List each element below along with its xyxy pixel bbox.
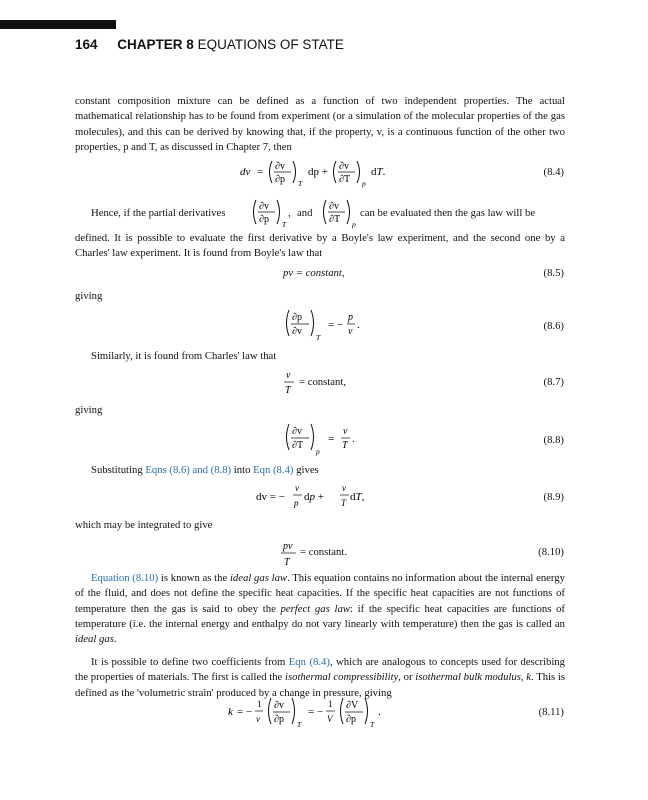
eq-number-8-8: (8.8) <box>543 434 564 446</box>
giving-2: giving <box>75 404 103 416</box>
svg-text:.: . <box>352 433 355 445</box>
partial-dv-dp <box>250 197 290 233</box>
eqn-8-4-link[interactable]: Eqn (8.4) <box>253 464 294 476</box>
svg-text:T: T <box>341 498 347 508</box>
svg-text:p: p <box>316 447 320 456</box>
equation-8-7-rhs: = constant, <box>299 376 346 388</box>
paragraph-4: It is possible to define two coefficients from Eqn (8.4), which are analogous to concepts used for describing the properties of materials. The first is called the isothermal compressibility, or isothermal bulk modulus, k. This is defined as the 'volumetric strain' produced by a change in pressure, giving <box>75 656 565 699</box>
equation-8-10-rhs: = constant. <box>300 546 347 558</box>
eqn-8-4-link-2[interactable]: Eqn (8.4) <box>288 656 330 668</box>
svg-text:∂T: ∂T <box>292 440 304 451</box>
svg-text:v: v <box>348 326 353 337</box>
svg-text:T: T <box>370 720 375 729</box>
svg-text:.: . <box>378 706 381 718</box>
partial-dv-dT <box>320 197 360 233</box>
svg-text:p: p <box>352 220 356 229</box>
svg-text:∂v: ∂v <box>274 700 284 711</box>
eq-number-8-9: (8.9) <box>543 491 564 503</box>
chapter-title: EQUATIONS OF STATE <box>197 37 344 52</box>
svg-text:.: . <box>357 319 360 331</box>
svg-text:= −: = − <box>237 706 253 718</box>
svg-text:V: V <box>327 714 333 724</box>
giving-1: giving <box>75 290 103 302</box>
svg-text:v: v <box>343 426 348 437</box>
svg-text:dT,: dT, <box>350 491 365 503</box>
svg-text:p: p <box>294 498 299 508</box>
svg-text:=: = <box>257 166 264 178</box>
paragraph-2-end: can be evaluated then the gas law will be <box>360 207 536 219</box>
svg-text:∂V: ∂V <box>346 700 359 711</box>
svg-text:T: T <box>316 333 321 342</box>
equation-8-9 <box>256 482 366 516</box>
paragraph-2-rest: defined. It is possible to evaluate the first derivative by a Boyle's law experiment, and the second one by a Charles' law experiment. It is found from Boyle's law that <box>75 232 565 260</box>
eq-number-8-5: (8.5) <box>543 267 564 279</box>
svg-text:=: = <box>328 433 335 445</box>
svg-text:dT.: dT. <box>371 166 386 178</box>
equation-8-10-link[interactable]: Equation (8.10) <box>91 572 159 584</box>
eq-number-8-6: (8.6) <box>543 320 564 332</box>
paragraph-2-start: Hence, if the partial derivatives <box>91 207 226 219</box>
equation-8-8 <box>283 420 363 460</box>
paragraph-3: Equation (8.10) is known as the ideal gas law. This equation contains no information about the internal energy of the fluid, and does not define the specific heat capacities. If the specific heat capacities are not functions of temperature then the gas is said to obey the perfect gas law: if the specific heat capacities are functions of temperature (i.e. the internal energy and enthalpy do not vary linearly with temperature) then the gas is called an ideal gas. <box>75 572 565 646</box>
svg-text:∂p: ∂p <box>275 174 285 185</box>
svg-text:∂p: ∂p <box>292 312 302 323</box>
substituting-line: Substituting Eqns (8.6) and (8.8) into Eqn (8.4) gives <box>91 464 319 476</box>
page-header <box>75 37 344 52</box>
svg-text:T: T <box>298 179 303 188</box>
svg-text:T: T <box>284 557 290 568</box>
equation-8-5: pv = constant, <box>283 267 345 279</box>
svg-text:v: v <box>256 714 260 724</box>
svg-text:pv: pv <box>283 541 293 552</box>
svg-text:1: 1 <box>328 699 333 709</box>
paragraph-2-and: and <box>297 207 313 219</box>
chapter-label: CHAPTER 8 <box>117 37 194 52</box>
svg-text:p: p <box>362 179 366 188</box>
svg-text:= −: = − <box>328 319 344 331</box>
equation-8-11 <box>228 695 398 735</box>
svg-text:∂p: ∂p <box>346 714 356 725</box>
svg-text:∂v: ∂v <box>329 201 339 212</box>
equation-8-6 <box>283 306 363 346</box>
svg-text:dv = −: dv = − <box>256 491 285 503</box>
page-number: 164 <box>75 37 98 52</box>
svg-text:T: T <box>282 220 287 229</box>
svg-text:∂v: ∂v <box>292 326 302 337</box>
eq-number-8-10: (8.10) <box>538 546 564 558</box>
svg-text:T: T <box>285 385 291 396</box>
eqns-8-6-8-8-link[interactable]: Eqns (8.6) and (8.8) <box>145 464 232 476</box>
svg-text:∂p: ∂p <box>259 214 269 225</box>
paragraph-1: constant composition mixture can be defined as a function of two independent properties. The actual mathematical relationship has to be found from experiment (or a simulation of the molecular properties of the gas molecules), and this can be derived by knowing that, if the property, v, is a continuous function of the other two properties, p and T, as discussed in Chapter 7, then <box>75 95 565 153</box>
svg-text:p: p <box>348 312 353 323</box>
svg-text:k: k <box>228 706 233 718</box>
svg-text:T: T <box>342 440 348 451</box>
svg-text:∂T: ∂T <box>339 174 351 185</box>
svg-text:v: v <box>286 370 291 381</box>
similarly-line: Similarly, it is found from Charles' law that <box>91 350 277 362</box>
equation-8-7-fraction <box>284 368 300 398</box>
svg-text:dp +: dp + <box>308 166 328 178</box>
svg-text:∂v: ∂v <box>275 161 285 172</box>
integrated-line: which may be integrated to give <box>75 519 213 531</box>
svg-text:dp +: dp + <box>304 491 324 503</box>
svg-text:dv: dv <box>240 166 251 178</box>
svg-text:∂T: ∂T <box>329 214 341 225</box>
svg-text:= −: = − <box>308 706 324 718</box>
svg-text:∂v: ∂v <box>339 161 349 172</box>
eq-number-8-7: (8.7) <box>543 376 564 388</box>
svg-text:v: v <box>342 483 346 493</box>
eq-number-8-4: (8.4) <box>543 166 564 178</box>
svg-text:∂v: ∂v <box>292 426 302 437</box>
svg-text:1: 1 <box>257 699 262 709</box>
svg-text:T: T <box>297 720 302 729</box>
header-bar <box>0 20 116 29</box>
equation-8-4 <box>240 155 410 195</box>
svg-text:∂p: ∂p <box>274 714 284 725</box>
eq-number-8-11: (8.11) <box>538 706 564 718</box>
svg-text:v: v <box>295 483 299 493</box>
svg-text:∂v: ∂v <box>259 201 269 212</box>
